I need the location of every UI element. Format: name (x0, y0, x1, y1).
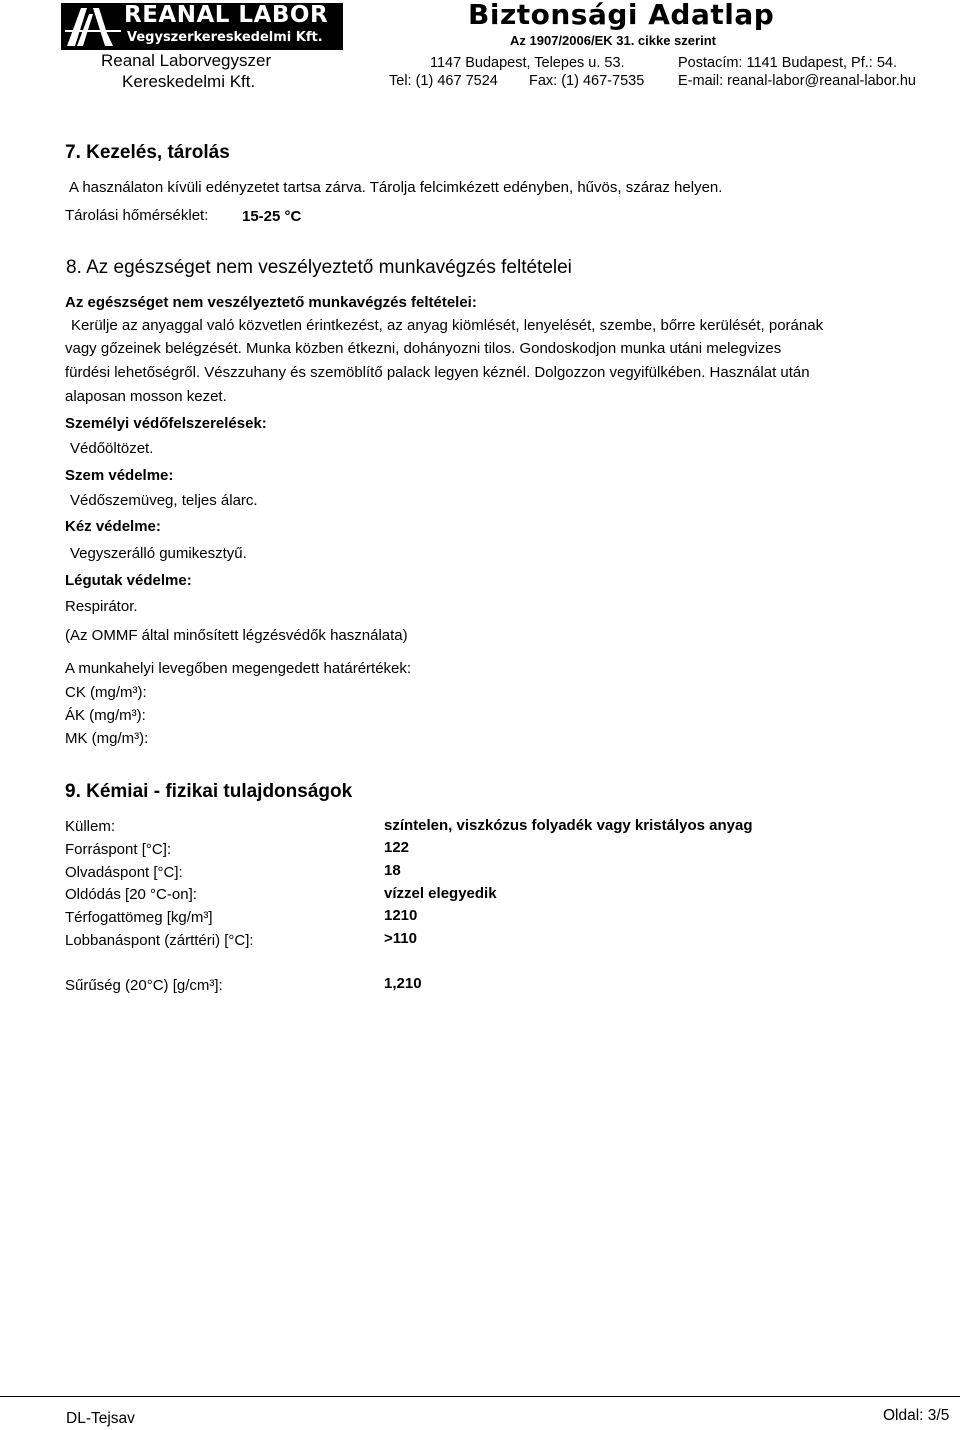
respirator-note: (Az OMMF által minősített légzésvédők használata) (65, 627, 408, 644)
storage-instructions: A használaton kívüli edényzetet tartsa zárva. Tárolja felcimkézett edényben, hűvös, száraz helyen. (69, 179, 723, 196)
property-label: Forráspont [°C]: (65, 841, 172, 858)
postal-address: Postacím: 1141 Budapest, Pf.: 54. (678, 55, 897, 71)
telephone: Tel: (1) 467 7524 (389, 73, 498, 89)
ak-limit: ÁK (mg/m³): (65, 707, 146, 724)
company-line-2: Kereskedelmi Kft. (122, 72, 256, 91)
ck-limit: CK (mg/m³): (65, 684, 147, 701)
property-value: vízzel elegyedik (384, 885, 497, 902)
property-value: 18 (384, 862, 401, 879)
property-label: Lobbanáspont (zárttéri) [°C]: (65, 932, 254, 949)
eye-protection-value: Védőszemüveg, teljes álarc. (70, 492, 258, 509)
property-value: 1210 (384, 907, 418, 924)
property-value: 122 (384, 839, 410, 856)
property-label: Küllem: (65, 818, 116, 835)
footer-divider (0, 1396, 960, 1397)
paragraph-line: fürdési lehetőségről. Vészzuhany és szemöblítő palack legyen kéznél. Dolgozzon vegyifülkében. Használat után (65, 364, 810, 381)
hand-protection-value: Vegyszerálló gumikesztyű. (70, 545, 247, 562)
company-logo (61, 3, 343, 50)
respiratory-protection-value: Respirátor. (65, 598, 138, 615)
property-label: Oldódás [20 °C-on]: (65, 886, 197, 903)
reanal-logo-icon (63, 5, 123, 48)
respiratory-protection-label: Légutak védelme: (65, 572, 192, 589)
eye-protection-label: Szem védelme: (65, 467, 174, 484)
ppe-label: Személyi védőfelszerelések: (65, 415, 267, 432)
storage-temp-value: 15-25 °C (242, 208, 302, 225)
fax: Fax: (1) 467-7535 (529, 73, 645, 89)
document-subtitle: Az 1907/2006/EK 31. cikke szerint (510, 33, 716, 48)
company-name: REANAL LABOR (124, 2, 329, 28)
section-8-title: 8. Az egészséget nem veszélyeztető munkavégzés feltételei (66, 257, 572, 278)
property-label: Térfogattömeg [kg/m³] (65, 909, 213, 926)
exposure-limits-label: A munkahelyi levegőben megengedett határértékek: (65, 660, 412, 677)
paragraph-line: Kerülje az anyaggal való közvetlen érintkezést, az anyag kiömlését, lenyelését, szembe, bőrre kerülését, porának (71, 317, 824, 334)
property-value: >110 (384, 930, 417, 947)
hand-protection-label: Kéz védelme: (65, 518, 161, 535)
property-value: színtelen, viszkózus folyadék vagy kristályos anyag (384, 817, 753, 834)
footer-product-name: DL-Tejsav (66, 1410, 135, 1427)
section-9-title: 9. Kémiai - fizikai tulajdonságok (65, 781, 353, 802)
paragraph-line: vagy gőzeinek belégzését. Munka közben étkezni, dohányozni tilos. Gondoskodjon munka utáni melegvizes (65, 340, 782, 357)
company-tagline: Vegyszerkereskedelmi Kft. (127, 30, 323, 45)
section-8-subtitle: Az egészséget nem veszélyeztető munkavégzés feltételei: (65, 294, 477, 311)
ppe-value: Védőöltözet. (70, 440, 154, 457)
document-title: Biztonsági Adatlap (468, 0, 775, 31)
property-value: 1,210 (384, 975, 422, 992)
storage-temp-label: Tárolási hőmérséklet: (65, 207, 209, 224)
mk-limit: MK (mg/m³): (65, 730, 149, 747)
property-label: Olvadáspont [°C]: (65, 864, 183, 881)
company-line-1: Reanal Laborvegyszer (101, 51, 272, 70)
email: E-mail: reanal-labor@reanal-labor.hu (678, 73, 916, 89)
address: 1147 Budapest, Telepes u. 53. (430, 55, 625, 71)
property-label: Sűrűség (20°C) [g/cm³]: (65, 977, 223, 994)
paragraph-line: alaposan mosson kezet. (65, 388, 227, 405)
footer-page-number: Oldal: 3/5 (883, 1407, 950, 1424)
section-7-title: 7. Kezelés, tárolás (65, 142, 230, 163)
